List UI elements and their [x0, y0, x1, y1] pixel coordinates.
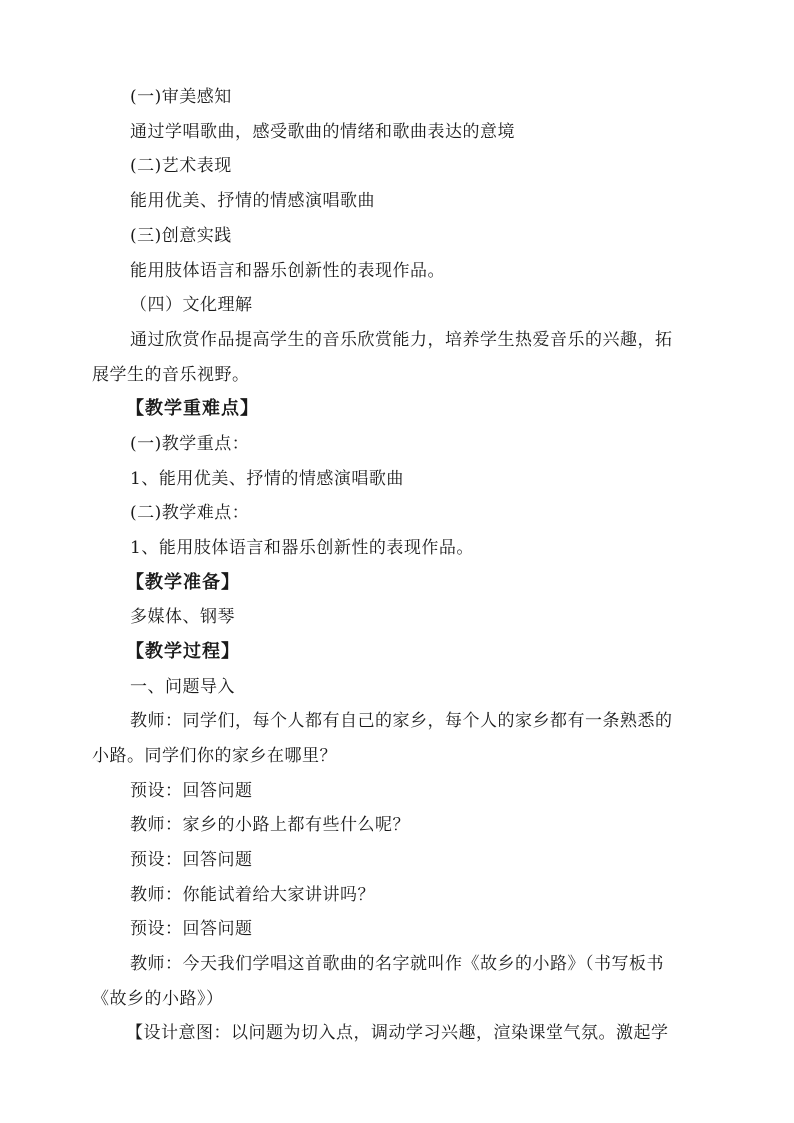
paragraph-text: 教师：你能试着给大家讲讲吗？ [130, 885, 375, 905]
paragraph-text-continued: 展学生的音乐视野。 [92, 365, 250, 385]
paragraph-text: 教师：今天我们学唱这首歌曲的名字就叫作《故乡的小路》（书写板书 [130, 954, 664, 974]
paragraph-text: 预设：回答问题 [130, 919, 253, 939]
paragraph-text-continued: 小路。同学们你的家乡在哪里？ [92, 746, 337, 766]
design-intent-paragraph: 【设计意图：以问题为切入点，调动学习兴趣，渲染课堂气氛。激起学 [126, 1023, 669, 1043]
paragraph-text-continued: 《故乡的小路》） [92, 989, 224, 1009]
paragraph-text: 通过学唱歌曲，感受歌曲的情绪和歌曲表达的意境 [130, 122, 515, 142]
paragraph-text: 教师：同学们，每个人都有自己的家乡，每个人的家乡都有一条熟悉的 [130, 711, 673, 731]
section-aesthetic-perception-heading: (一)审美感知 [130, 87, 232, 107]
paragraph-text: 能用优美、抒情的情感演唱歌曲 [130, 191, 375, 211]
section-artistic-expression-heading: (二)艺术表现 [130, 156, 232, 176]
subsection-heading: (一)教学重点： [130, 434, 250, 454]
paragraph-text: 通过欣赏作品提高学生的音乐欣赏能力，培养学生热爱音乐的兴趣，拓 [130, 330, 673, 350]
section-cultural-understanding-heading: （四）文化理解 [130, 295, 253, 315]
teaching-preparation-heading: 【教学准备】 [126, 572, 240, 593]
list-item: 1、能用肢体语言和器乐创新性的表现作品。 [130, 538, 474, 558]
paragraph-text: 教师：家乡的小路上都有些什么呢？ [130, 815, 410, 835]
subsection-heading: (二)教学难点： [130, 503, 250, 523]
paragraph-text: 能用肢体语言和器乐创新性的表现作品。 [130, 261, 445, 281]
paragraph-text: 预设：回答问题 [130, 850, 253, 870]
teaching-key-points-heading: 【教学重难点】 [126, 398, 259, 419]
paragraph-text: 多媒体、钢琴 [130, 607, 235, 627]
subsection-heading: 一、问题导入 [130, 677, 235, 697]
list-item: 1、能用优美、抒情的情感演唱歌曲 [130, 469, 404, 489]
paragraph-text: 预设：回答问题 [130, 781, 253, 801]
teaching-process-heading: 【教学过程】 [126, 641, 240, 662]
section-creative-practice-heading: (三)创意实践 [130, 226, 232, 246]
